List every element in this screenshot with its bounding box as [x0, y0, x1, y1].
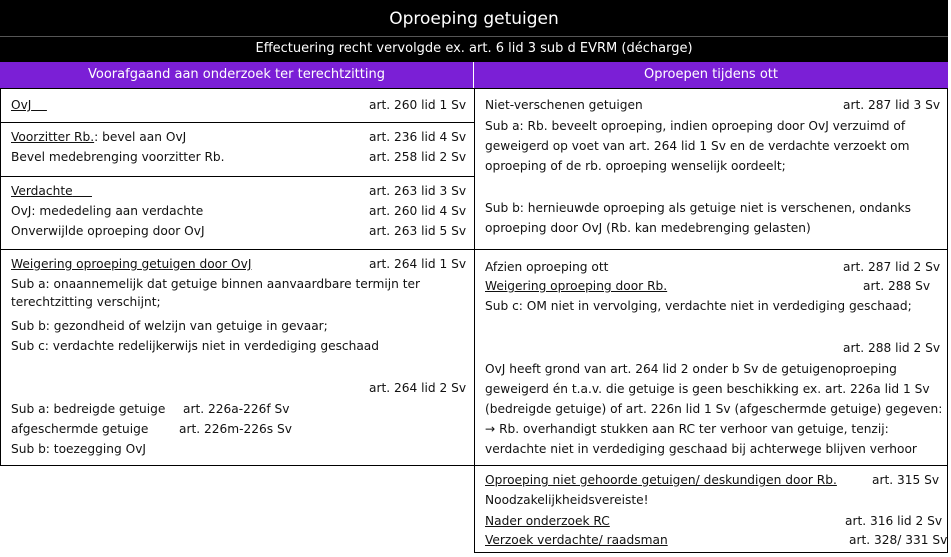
weigering-ovj-label: Weigering oproeping getuigen door OvJ [11, 257, 252, 271]
box-niet-verschenen [474, 88, 948, 250]
afzien-sub-c: Sub c: OM niet in vervolging, verdachte niet in verdediging geschaad; [485, 299, 912, 313]
header-left: Voorafgaand aan onderzoek ter terechtzitting [0, 62, 474, 88]
ovj-label: OvJ [11, 98, 32, 112]
niet-verschenen-sub-a-2: geweigerd op voet van art. 264 lid 1 Sv en de verdachte verzoekt om [485, 139, 910, 153]
weigering-sub-b: Sub b: gezondheid of welzijn van getuige in gevaar; [11, 319, 328, 333]
afzien-para-3: (bedreigde getuige) of art. 226n lid 1 Sv (afgeschermde getuige) gegeven: [485, 402, 943, 416]
afzien-label: Afzien oproeping ott [485, 260, 609, 274]
afzien-ref: art. 287 lid 2 Sv [843, 260, 941, 274]
afgeschermde-ref: art. 226m-226s Sv [179, 422, 292, 436]
niet-verschenen-label: Niet-verschenen getuigen [485, 98, 643, 112]
niet-verschenen-sub-b-1: Sub b: hernieuwde oproeping als getuige niet is verschenen, ondanks [485, 201, 911, 215]
box-voorzitter [0, 122, 475, 177]
voorzitter-label-rest: : bevel aan OvJ [94, 130, 187, 144]
afgeschermde-getuige: afgeschermde getuige [11, 422, 149, 436]
verdachte-label: Verdachte [11, 184, 73, 198]
niet-gehoord-label: Oproeping niet gehoorde getuigen/ deskundigen door Rb. [485, 473, 837, 487]
weigering-lid2-ref: art. 264 lid 2 Sv [369, 381, 467, 395]
verzoek-verdachte-ref: art. 328/ 331 Sv [849, 533, 948, 547]
onverwijlde-oproeping: Onverwijlde oproeping door OvJ [11, 224, 205, 238]
art-288-lid-2-ref: art. 288 lid 2 Sv [843, 341, 941, 355]
verzoek-verdachte-label: Verzoek verdachte/ raadsman [485, 533, 668, 547]
nader-onderzoek-ref: art. 316 lid 2 Sv [845, 514, 943, 528]
nader-onderzoek-label: Nader onderzoek RC [485, 514, 610, 528]
weigering-sub-c: Sub c: verdachte redelijkerwijs niet in verdediging geschaad [11, 339, 380, 353]
niet-verschenen-sub-b-2: oproeping door OvJ (Rb. kan medebrenging gelasten) [485, 221, 811, 235]
weigering-sub-a-2: terechtzitting verschijnt; [11, 295, 161, 309]
bevel-medebrenging: Bevel medebrenging voorzitter Rb. [11, 150, 225, 164]
box-weigering-ovj [0, 249, 475, 466]
bevel-medebrenging-ref: art. 258 lid 2 Sv [369, 150, 467, 164]
niet-verschenen-sub-a-3: oproeping of de rb. oproeping wenselijk oordeelt; [485, 159, 786, 173]
afzien-para-1: OvJ heeft grond van art. 264 lid 2 onder b Sv de getuigenoproeping [485, 362, 897, 376]
ovj-mededeling: OvJ: mededeling aan verdachte [11, 204, 204, 218]
header-right: Oproepen tijdens ott [474, 62, 948, 88]
ovj-ref: art. 260 lid 1 Sv [369, 98, 467, 112]
box-niet-gehoorde-getuigen [474, 465, 948, 553]
voorzitter-label: Voorzitter Rb. [11, 130, 95, 144]
weigering-rb-ref: art. 288 Sv [863, 279, 931, 293]
afzien-para-2: geweigerd én t.a.v. die getuige is geen beschikking ex. art. 226a lid 1 Sv [485, 382, 930, 396]
noodzakelijkheidsvereiste: Noodzakelijkheidsvereiste! [485, 493, 649, 507]
verdachte-ref: art. 263 lid 3 Sv [369, 184, 467, 198]
sub-b-toezegging: Sub b: toezegging OvJ [11, 442, 147, 456]
niet-verschenen-sub-a-1: Sub a: Rb. beveelt oproeping, indien oproeping door OvJ verzuimd of [485, 119, 906, 133]
voorzitter-ref: art. 236 lid 4 Sv [369, 130, 467, 144]
weigering-rb-label: Weigering oproeping door Rb. [485, 279, 668, 293]
weigering-ovj-ref: art. 264 lid 1 Sv [369, 257, 467, 271]
sub-a-bedreigde-ref: art. 226a-226f Sv [183, 402, 290, 416]
box-afzien-oproeping [474, 249, 948, 466]
page-title: Oproeping getuigen [0, 0, 948, 36]
ovj-mededeling-ref: art. 260 lid 4 Sv [369, 204, 467, 218]
page-subtitle: Effectuering recht vervolgde ex. art. 6 lid 3 sub d EVRM (décharge) [0, 36, 948, 62]
afzien-para-5: verdachte niet in verdediging geschaad bij achterwege blijven verhoor [485, 442, 917, 456]
afzien-para-4: → Rb. overhandigt stukken aan RC ter verhoor van getuige, tenzij: [485, 422, 889, 436]
weigering-sub-a-1: Sub a: onaannemelijk dat getuige binnen aanvaardbare termijn ter [11, 277, 421, 291]
onverwijlde-oproeping-ref: art. 263 lid 5 Sv [369, 224, 467, 238]
box-verdachte [0, 176, 475, 250]
niet-gehoord-ref: art. 315 Sv [872, 473, 940, 487]
niet-verschenen-ref: art. 287 lid 3 Sv [843, 98, 941, 112]
box-ovj [0, 88, 475, 123]
sub-a-bedreigde-getuige: Sub a: bedreigde getuige [11, 402, 166, 416]
